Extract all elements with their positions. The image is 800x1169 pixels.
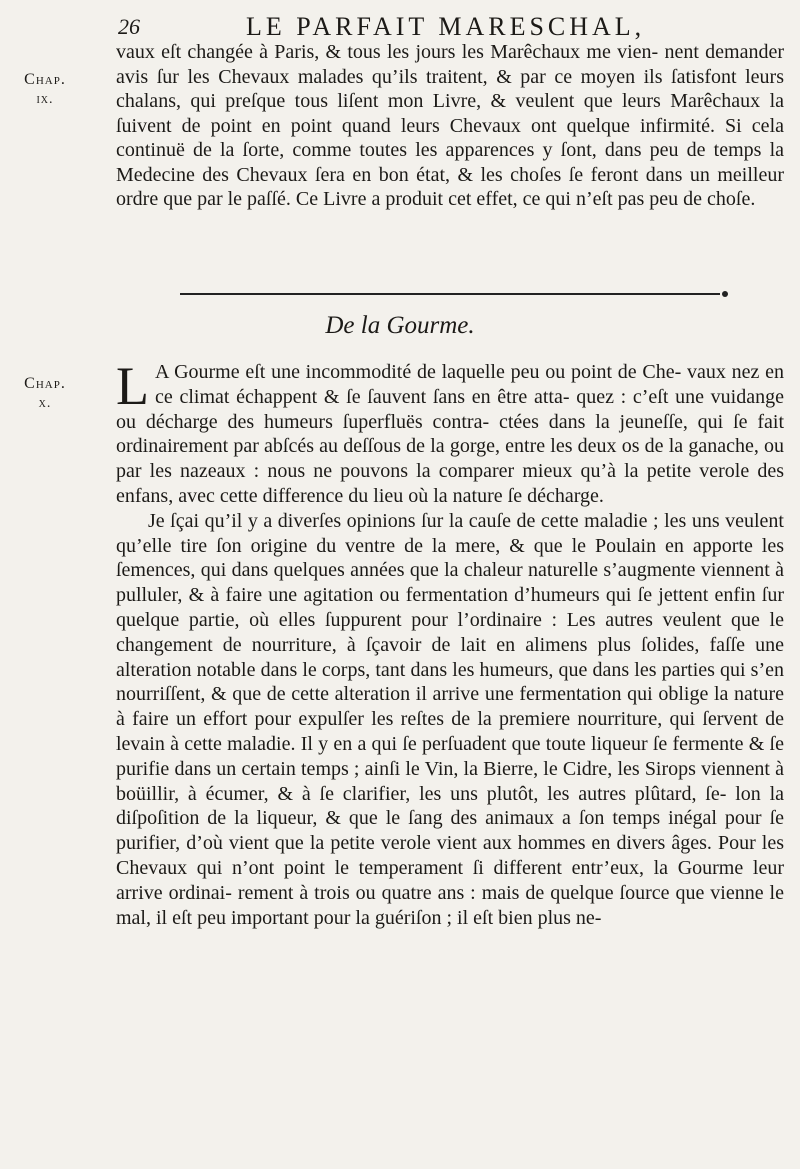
- margin-note-label: Chap.: [24, 71, 66, 88]
- paragraph-1: [116, 356, 784, 509]
- section-divider-rule: [180, 293, 720, 295]
- margin-note-number: ix.: [36, 92, 54, 107]
- margin-note-chap-ix: [10, 70, 80, 110]
- page-number: 26: [118, 14, 140, 39]
- section-title: De la Gourme.: [325, 312, 475, 339]
- intro-paragraph: vaux eſt changée à Paris, & tous les jours les Marêchaux me vien- nent demander avis ſur les Chevaux malades qu’ils traitent, & par ce moyen ils ſatisfont leurs chalans, qui preſque tous liſent mon Livre, & veulent que leurs Marêchaux la ſuivent de point en point quand leurs Chevaux ont quelque infirmité. Si cela continuë de la ſorte, comme toutes les apparences y ſont, dans peu de temps la Medecine des Chevaux ſera en bon état, & les choſes ſe feront dans un meilleur ordre que par le paſſé. Ce Livre a produit cet effet, ce qui n’eſt pas peu de choſe.: [116, 41, 784, 210]
- paragraph-2: Je ſçai qu’il y a diverſes opinions ſur la cauſe de cette maladie ; les uns veulent qu’elle tire ſon origine du ventre de la mere, & que le Poulain en apporte les ſemences, qui dans quelques années que la chaleur naturelle s’augmente viennent à pulluler, & à faire une agitation ou fermentation d’humeurs qui ſe jettent enfin ſur quelque partie, où elles ſuppurent pour l’ordinaire : Les autres veulent que le changement de nourriture, à ſçavoir de lait en alimens plus ſolides, faſſe une alteration notable dans le corps, tant dans les humeurs, que dans les parties qui s’en nourriſſent, & que de cette alteration il arrive une fermentation qui oblige la nature à faire un effort pour expulſer les reſtes de la premiere nourriture, qui ſervent de levain à cette maladie. Il y en a qui ſe perſuadent que toute liqueur ſe fermente & ſe purifie dans un certain temps ; ainſi le Vin, la Bierre, le Cidre, les Sirops viennent à boüillir, à écumer, & à ſe clarifier, les uns plutôt, les autres plûtard, ſe- lon la diſpoſition de la liqueur, & que le ſang des animaux a ſon temps inégal pour ſe purifier, d’où vient que la petite verole vient aux hommes en divers âges. Pour les Chevaux qui n’ont point le temperament ſi different entr’eux, la Gourme leur arrive ordinai- rement à trois ou quatre ans : mais de quelque ſource que vienne le mal, il eſt peu important pour la guériſon ; il eſt bien plus ne-: [116, 509, 784, 929]
- margin-note-number: x.: [38, 396, 52, 411]
- paragraph-1-text: A Gourme eſt une incommodité de laquelle peu ou point de Che- vaux nez en ce climat échappent & ſe ſauvent ſans en être atta- quez : c’eſt une vuidange ou décharge des humeurs ſuperfluës contra- ctées dans la jeuneſſe, qui ſe fait ordinairement par abſcés au deſſous de la gorge, entre les deux os de la ganache, ou par les nazeaux : nous ne pouvons la comparer mieux qu’à la petite verole des enfans, avec cette difference du lieu où la nature ſe décharge.: [116, 361, 784, 507]
- margin-note-chap-x: [10, 374, 80, 414]
- running-head: LE PARFAIT MARESCHAL,: [246, 12, 646, 41]
- section-body: [116, 356, 784, 930]
- drop-cap: L: [116, 356, 149, 416]
- margin-note-label: Chap.: [24, 375, 66, 392]
